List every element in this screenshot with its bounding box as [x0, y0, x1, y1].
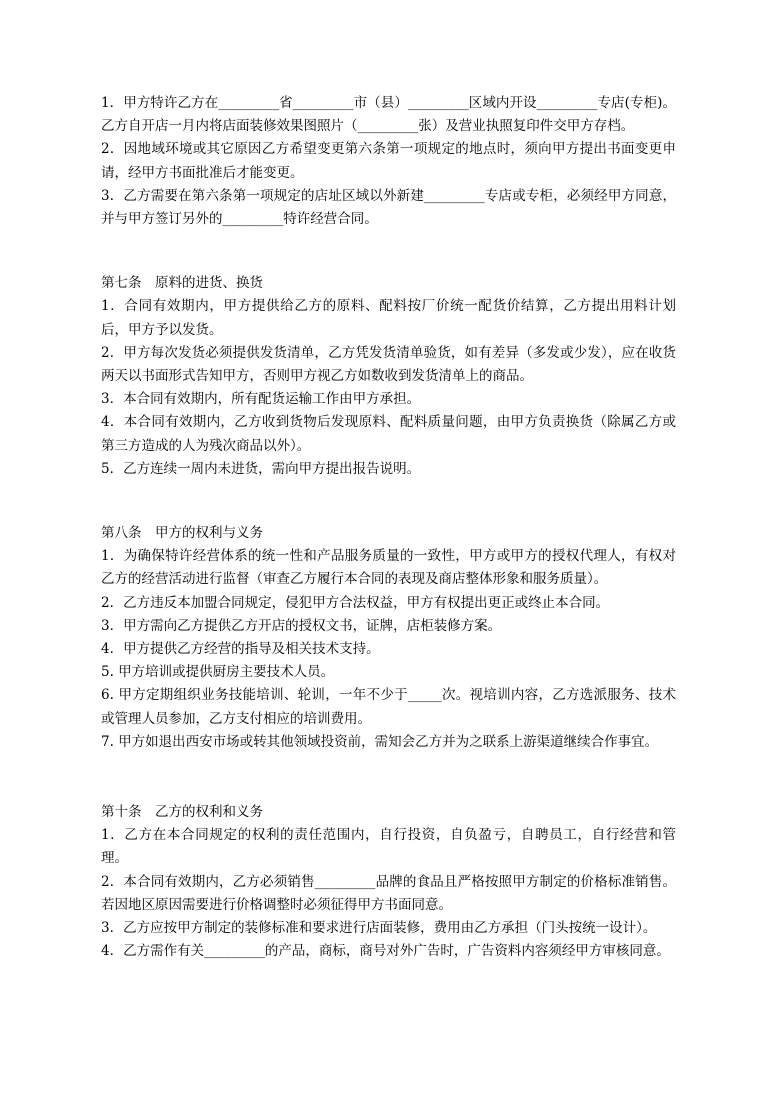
- clause-7-4: 4．本合同有效期内，乙方收到货物后发现原料、配料质量问题，由甲方负责换货（除属乙方或第三方造成的人为残次商品以外）。: [101, 414, 676, 454]
- document-page: [101, 92, 676, 964]
- clause-8-1: 1．为确保特许经营体系的统一性和产品服务质量的一致性，甲方或甲方的授权代理人，有权对乙方的经营活动进行监督（审查乙方履行本合同的表现及商店整体形象和服务质量）。: [101, 548, 676, 588]
- section-6-continued: [101, 92, 676, 231]
- clause-8-2: 2．乙方违反本加盟合同规定，侵犯甲方合法权益，甲方有权提出更正或终止本合同。: [101, 594, 610, 611]
- clause-8-6: 6. 甲方定期组织业务技能培训、轮训，一年不少于_____次。视培训内容，乙方选派服务、技术或管理人员参加，乙方支付相应的培训费用。: [101, 687, 676, 727]
- clause-7-3: 3．本合同有效期内，所有配货运输工作由甲方承担。: [101, 391, 421, 408]
- clause-8-4: 4．甲方提供乙方经营的指导及相关技术支持。: [101, 641, 380, 658]
- clause-8-5: 5. 甲方培训或提供厨房主要技术人员。: [101, 664, 335, 681]
- clause-10-4: 4．乙方需作有关_________的产品，商标，商号对外广告时，广告资料内容须经甲方审核同意。: [101, 943, 670, 960]
- section-7-title: 第七条 原料的进货、换货: [101, 275, 263, 292]
- clause-7-5: 5．乙方连续一周内未进货，需向甲方提出报告说明。: [101, 460, 421, 477]
- clause-7-2: 2．甲方每次发货必须提供发货清单，乙方凭发货清单验货，如有差异（多发或少发），应在收货两天以书面形式告知甲方，否则甲方视乙方如数收到发货清单上的商品。: [101, 344, 676, 385]
- section-10-title: 第十条 乙方的权利和义务: [101, 804, 263, 821]
- clause-8-7: 7. 甲方如退出西安市场或转其他领域投资前，需知会乙方并为之联系上游渠道继续合作事宜。: [101, 733, 659, 750]
- clause-6-2: 2．因地域环境或其它原因乙方希望变更第六条第一项规定的地点时，须向甲方提出书面变更申请，经甲方书面批准后才能变更。: [101, 141, 676, 181]
- section-10: [101, 801, 676, 963]
- clause-10-2: 2．本合同有效期内，乙方必须销售_________品牌的食品且严格按照甲方制定的价格标准销售。若因地区原因需要进行价格调整时必须征得甲方书面同意。: [101, 873, 676, 913]
- section-8: [101, 522, 676, 754]
- section-8-title: 第八条 甲方的权利与义务: [101, 525, 263, 542]
- clause-6-3: 3．乙方需要在第六条第一项规定的店址区域以外新建_________专店或专柜，必须经甲方同意，并与甲方签订另外的_________特许经营合同。: [101, 187, 676, 228]
- clause-6-1: 1．甲方特许乙方在_________省_________市（县）_________区域内开设_________专店(专柜)。乙方自开店一月内将店面装修效果图照片（_________张）及营业执照复印件交甲方存档。: [101, 95, 676, 135]
- clause-10-1: 1．乙方在本合同规定的权利的责任范围内，自行投资，自负盈亏，自聘员工，自行经营和管理。: [101, 827, 676, 867]
- clause-10-3: 3．乙方应按甲方制定的装修标准和要求进行店面装修，费用由乙方承担（门头按统一设计）。: [101, 920, 657, 937]
- clause-7-1: 1．合同有效期内，甲方提供给乙方的原料、配料按厂价统一配货价结算，乙方提出用料计划后，甲方予以发货。: [101, 298, 676, 338]
- section-7: [101, 272, 676, 481]
- clause-8-3: 3．甲方需向乙方提供乙方开店的授权文书，证牌，店柜装修方案。: [101, 617, 502, 634]
